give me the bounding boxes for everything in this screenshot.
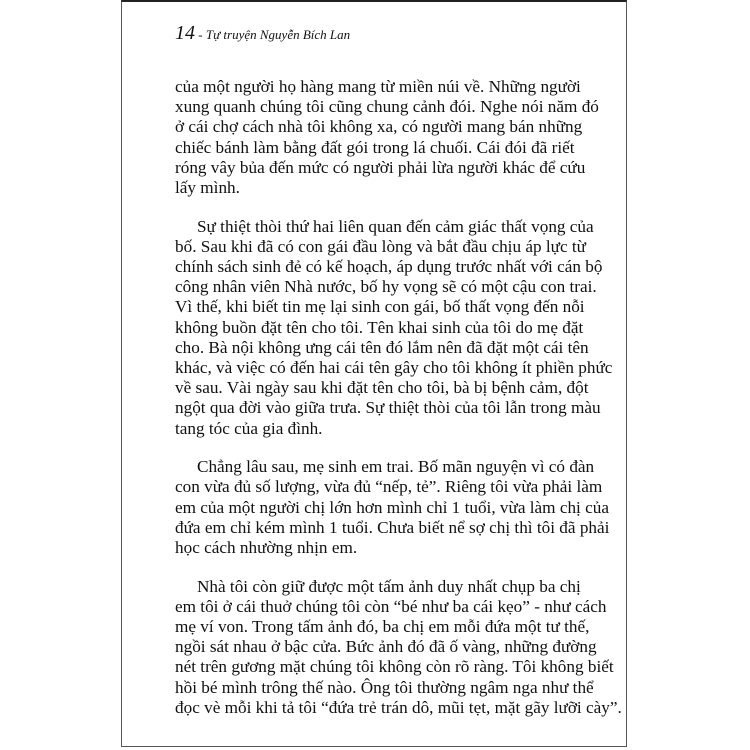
- text-line: chính sách sinh đẻ có kế hoạch, áp dụng trước nhất với cán bộ: [175, 257, 603, 276]
- header-separator: -: [195, 27, 206, 42]
- text-line: không buồn đặt tên cho tôi. Tên khai sinh của tôi do mẹ đặt: [175, 317, 584, 337]
- text-line: đọc vè mỗi khi tả tôi “đứa trẻ trán dô, mũi tẹt, mặt gãy lưỡi cày”.: [175, 697, 622, 717]
- paragraph: [175, 457, 610, 558]
- text-line: hồi bé mình trông thế nào. Ông tôi thường ngâm nga như thể: [175, 677, 594, 697]
- text-line: lấy mình.: [175, 177, 240, 197]
- paragraph: [175, 576, 622, 718]
- text-line: em của một người chị lớn hơn mình chỉ 1 tuổi, vừa làm chị của: [175, 497, 609, 517]
- text-line: mẹ ví von. Trong tấm ảnh đó, ba chị em mỗi đứa một tư thế,: [175, 617, 590, 636]
- text-line: về sau. Vài ngày sau khi đặt tên cho tôi, bà bị bệnh cảm, đột: [175, 378, 589, 398]
- text-line: công nhân viên Nhà nước, bố hy vọng sẽ có một cậu con trai.: [175, 277, 597, 297]
- text-line: em tôi ở cái thuở chúng tôi còn “bé như ba cái kẹo” - như cách: [175, 596, 607, 616]
- text-line: ở cái chợ cách nhà tôi không xa, có người mang bán những: [175, 117, 583, 137]
- text-line: ngồi sát nhau ở bậc cửa. Bức ảnh đó đã ố vàng, những đường: [175, 637, 597, 657]
- text-line: con vừa đủ số lượng, vừa đủ “nếp, tẻ”. Riêng tôi vừa phải làm: [175, 477, 603, 497]
- paragraph: [175, 77, 599, 198]
- text-line: chiếc bánh làm bằng đất gói trong lá chuối. Cái đói đã riết: [175, 137, 575, 157]
- text-line: Sự thiệt thòi thứ hai liên quan đến cảm giác thất vọng của: [197, 216, 594, 236]
- text-line: cho. Bà nội không ưng cái tên đó lắm nên đã đặt một cái tên: [175, 337, 589, 357]
- paragraph: [175, 216, 613, 439]
- text-line: của một người họ hàng mang từ miền núi về. Những người: [175, 77, 581, 96]
- text-line: tang tóc của gia đình.: [175, 418, 323, 438]
- page-body: [175, 77, 622, 736]
- text-line: học cách nhường nhịn em.: [175, 537, 358, 557]
- running-header: [175, 22, 350, 45]
- text-line: đứa em chỉ kém mình 1 tuổi. Chưa biết nể sợ chị thì tôi đã phải: [175, 517, 610, 537]
- running-title: Tự truyện Nguyễn Bích Lan: [205, 27, 351, 42]
- text-line: Vì thế, khi biết tin mẹ lại sinh con gái, bố thất vọng đến nỗi: [175, 297, 585, 317]
- text-line: xung quanh chúng tôi cũng chung cảnh đói. Nghe nói năm đó: [175, 97, 599, 117]
- text-line: ngột qua đời vào giữa trưa. Sự thiệt thòi của tôi lẫn trong màu: [175, 398, 601, 418]
- text-line: Nhà tôi còn giữ được một tấm ảnh duy nhất chụp ba chị: [197, 576, 581, 596]
- text-line: Chẳng lâu sau, mẹ sinh em trai. Bố mãn nguyện vì có đàn: [197, 457, 595, 477]
- text-line: khác, và việc có đến hai cái tên gây cho tôi không ít phiền phức: [175, 357, 613, 377]
- text-line: nét trên gương mặt chúng tôi không còn rõ ràng. Tôi không biết: [175, 657, 614, 677]
- text-line: bố. Sau khi đã có con gái đầu lòng và bắt đầu chịu áp lực từ: [175, 236, 586, 256]
- page-number: 14: [175, 22, 195, 44]
- text-line: róng vây bủa đến mức có người phải lừa người khác để cứu: [175, 157, 586, 177]
